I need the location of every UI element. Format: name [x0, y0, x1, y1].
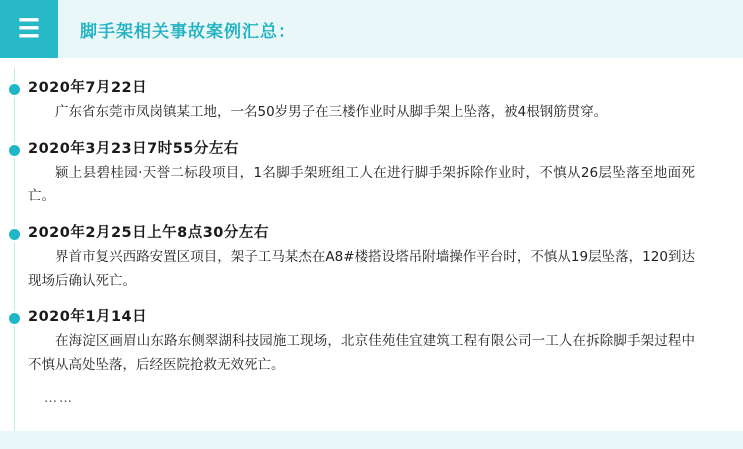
entry-date: 2020年3月23日7时55分左右: [28, 140, 239, 157]
list-item: [0, 221, 743, 293]
entry-text: 广东省东莞市凤岗镇某工地，一名50岁男子在三楼作业时从脚手架上坠落，被4根钢筋贯穿。: [55, 104, 608, 120]
hamburger-icon: ☰: [17, 14, 41, 43]
entry-date: 2020年1月14日: [28, 309, 148, 326]
entry-text: 颍上县碧桂园·天誉二标段项目，1名脚手架班组工人在进行脚手架拆除作业时，不慎从26层坠落至地面死亡。: [28, 164, 695, 205]
ellipsis-text: ……: [44, 391, 74, 407]
ellipsis-row: [0, 389, 743, 407]
entry-date: 2020年7月22日: [28, 80, 148, 96]
timeline-dot-icon: [9, 145, 20, 156]
timeline-dot-icon: [9, 229, 20, 240]
timeline-dot-icon: [9, 84, 20, 95]
entry-text: 在海淀区画眉山东路东侧翠湖科技园施工现场，北京佳苑佳宜建筑工程有限公司一工人在拆除脚手架过程中不慎从高处坠落，后经医院抢救无效死亡。: [28, 333, 695, 373]
header-band: [0, 0, 743, 58]
timeline-dot-icon: [9, 313, 20, 324]
page-title: 脚手架相关事故案例汇总：: [80, 21, 296, 41]
list-item: [0, 137, 743, 209]
entry-text: 界首市复兴西路安置区项目，架子工马某杰在A8#楼搭设塔吊附墙操作平台时，不慎从19层坠落，120到达现场后确认死亡。: [28, 248, 695, 289]
footer-band: [0, 431, 743, 449]
entry-date: 2020年2月25日上午8点30分左右: [28, 224, 269, 241]
header-badge: [0, 0, 58, 58]
list-item: [0, 305, 743, 377]
timeline-list: [0, 58, 743, 449]
list-item: [0, 76, 743, 125]
